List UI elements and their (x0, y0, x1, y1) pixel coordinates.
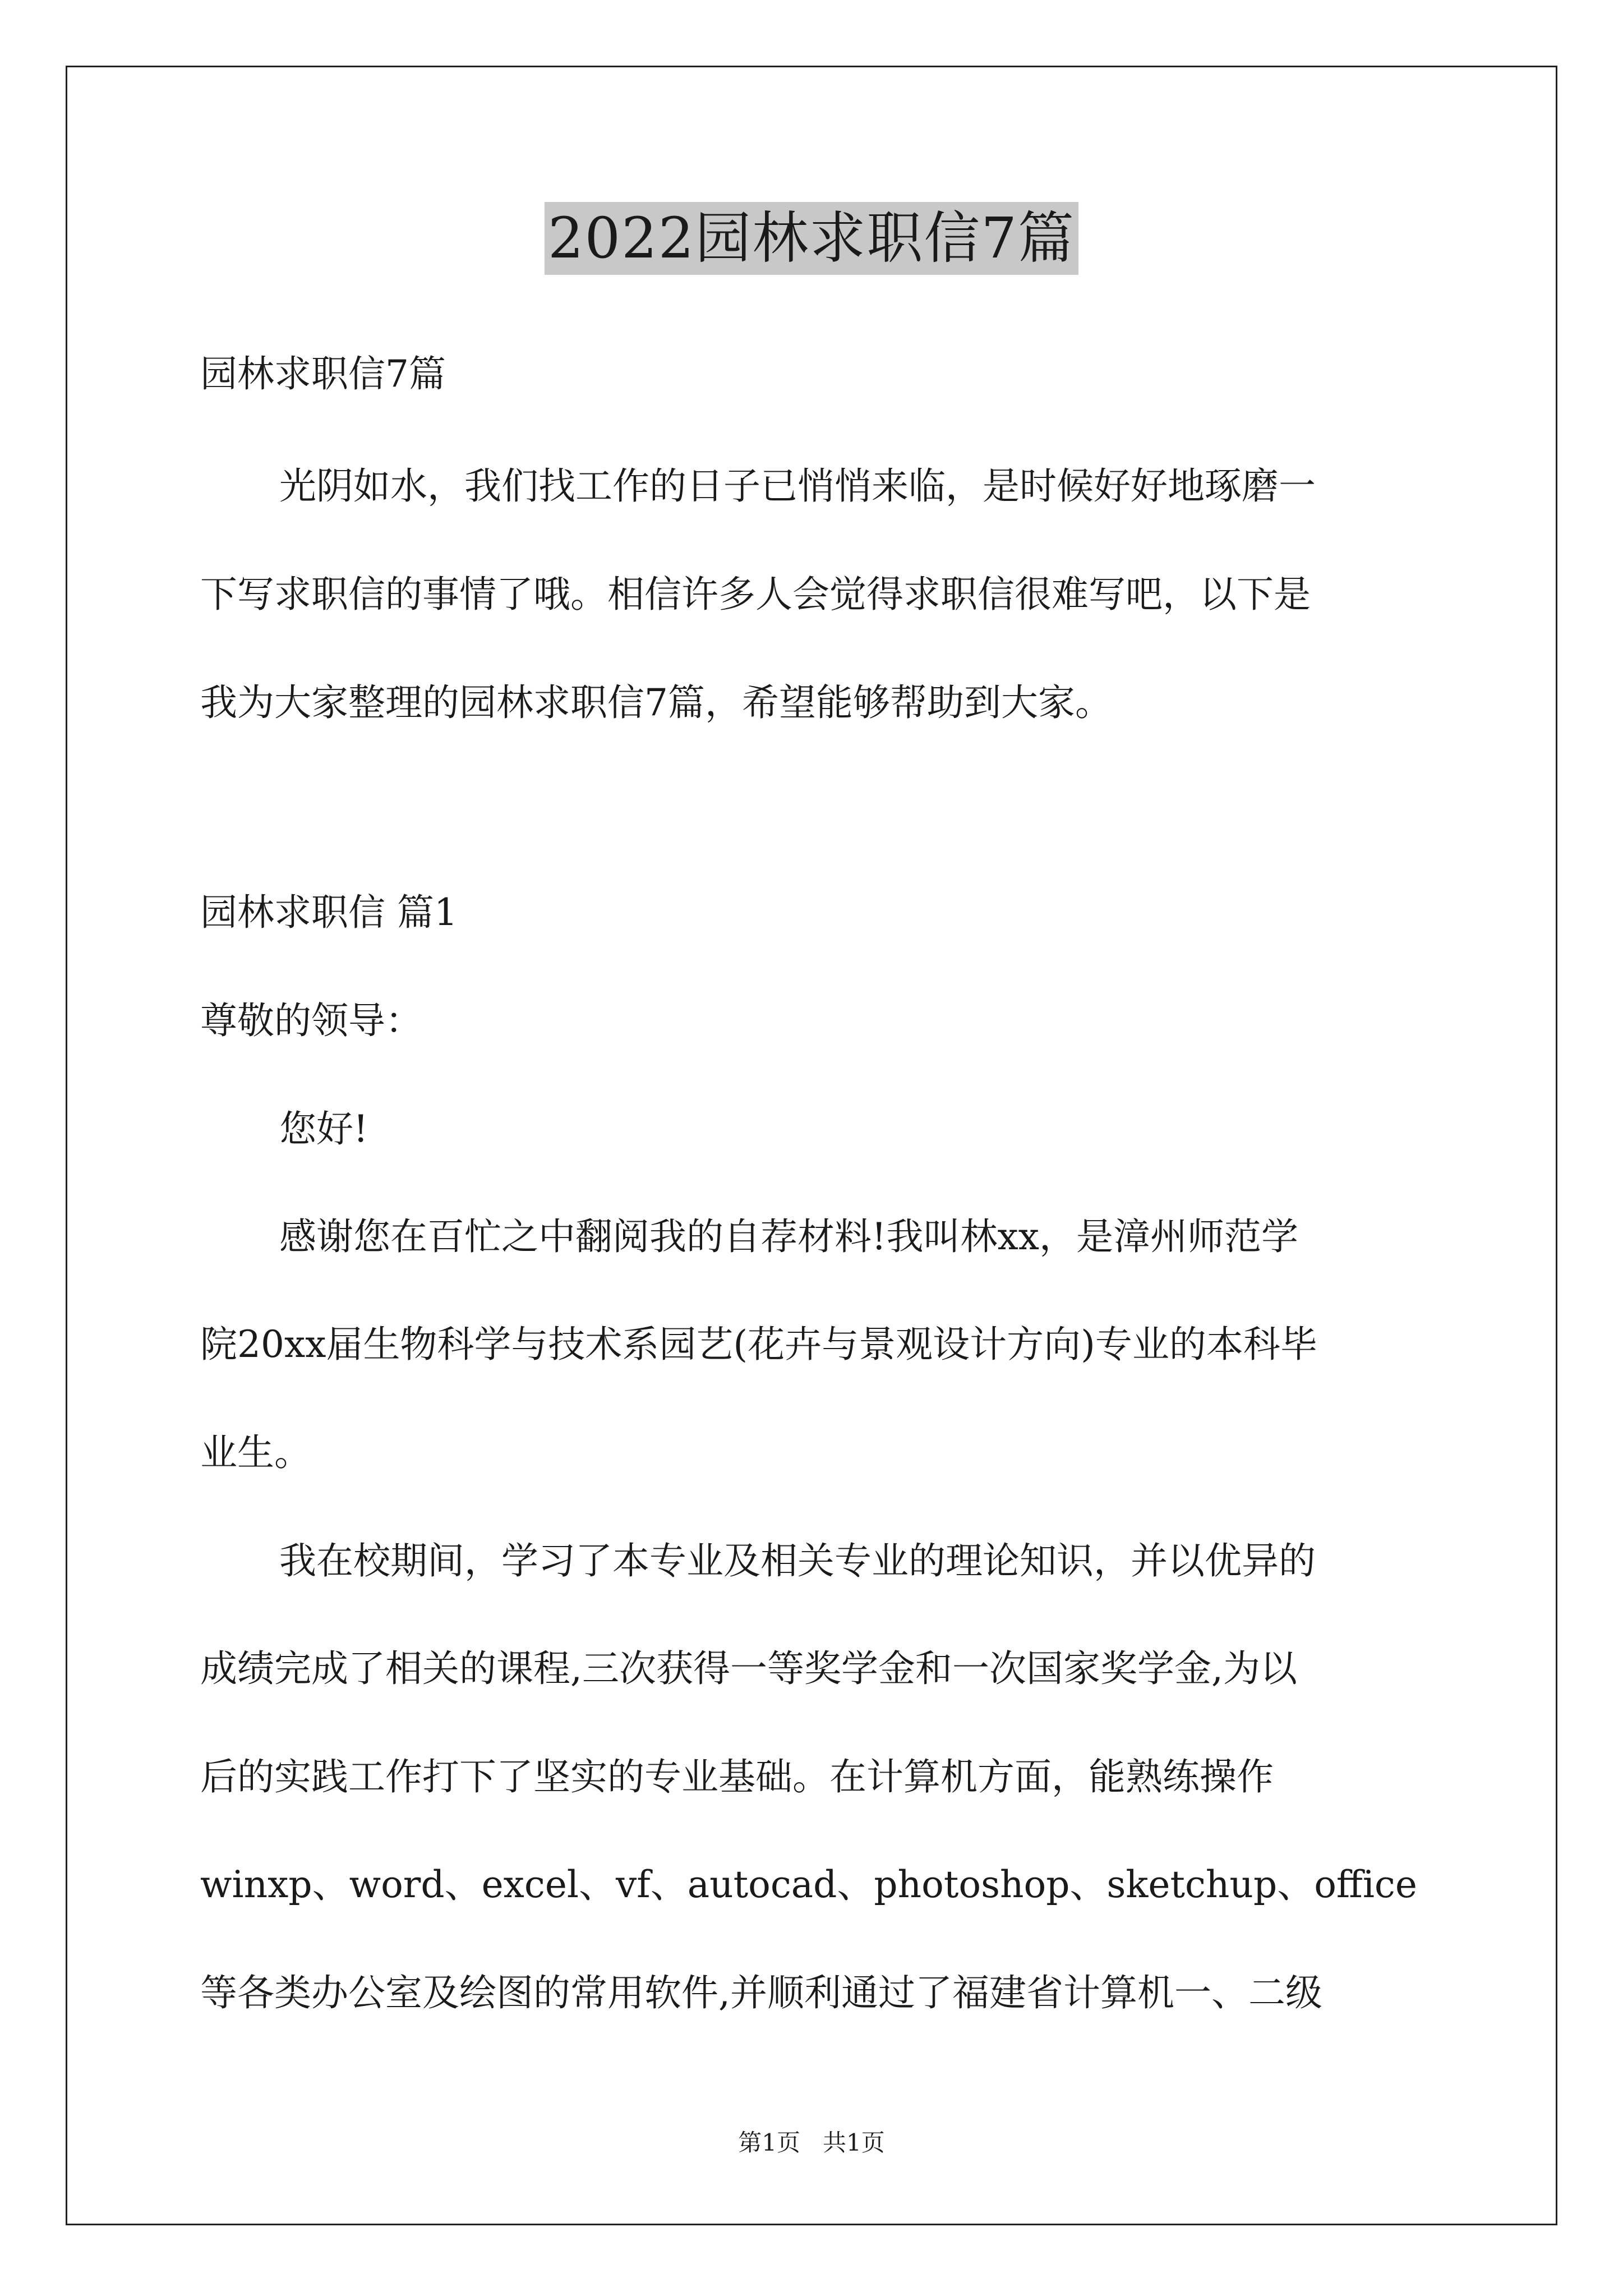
body-line: 下写求职信的事情了哦。相信许多人会觉得求职信很难写吧，以下是 (200, 573, 1311, 616)
greeting: 您好! (279, 1107, 368, 1151)
salutation: 尊敬的领导： (200, 999, 422, 1042)
title-container (0, 202, 1623, 275)
document-title: 2022园林求职信7篇 (545, 202, 1078, 275)
body-line: 感谢您在百忙之中翻阅我的自荐材料!我叫林xx，是漳州师范学 (279, 1215, 1298, 1258)
body-line: 后的实践工作打下了坚实的专业基础。在计算机方面，能熟练操作 (200, 1755, 1274, 1798)
body-line: 等各类办公室及绘图的常用软件,并顺利通过了福建省计算机一、二级 (200, 1971, 1322, 2014)
body-line: 我在校期间，学习了本专业及相关专业的理论知识，并以优异的 (279, 1539, 1316, 1582)
subtitle-line: 园林求职信7篇 (200, 352, 446, 395)
body-line: 成绩完成了相关的课程,三次获得一等奖学金和一次国家奖学金,为以 (200, 1647, 1297, 1690)
body-line: winxp、word、excel、vf、autocad、photoshop、sketchup、office (200, 1863, 1417, 1906)
body-line: 业生。 (200, 1431, 311, 1474)
body-line: 光阴如水，我们找工作的日子已悄悄来临，是时候好好地琢磨一 (279, 464, 1316, 508)
section-heading: 园林求职信 篇1 (200, 891, 458, 934)
page-footer: 第1页 共1页 (738, 2129, 885, 2156)
body-line: 我为大家整理的园林求职信7篇，希望能够帮助到大家。 (200, 681, 1112, 724)
body-line: 院20xx届生物科学与技术系园艺(花卉与景观设计方向)专业的本科毕 (200, 1323, 1317, 1366)
